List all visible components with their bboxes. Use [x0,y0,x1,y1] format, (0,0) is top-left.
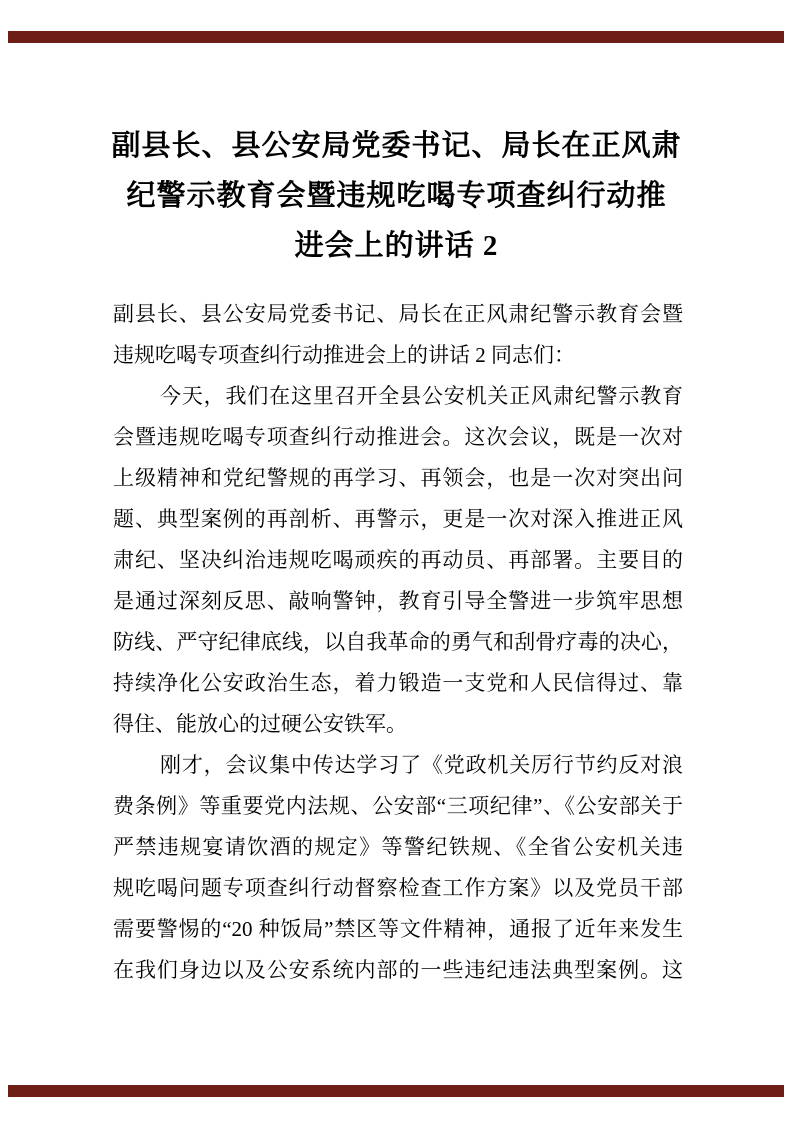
bottom-page-separator-bar [8,1085,784,1097]
body-text-line: 副县长、县公安局党委书记、局长在正风肃纪警示教育会暨 [113,302,683,326]
body-text-line: 肃纪、坚决纠治违规吃喝顽疾的再动员、再部署。主要目的 [113,548,683,572]
title-line: 进会上的讲话 2 [294,230,499,262]
body-text-line: 费条例》等重要党内法规、公安部“三项纪律”、《公安部关于 [113,794,683,818]
body-text-line: 持续净化公安政治生态，着力锻造一支党和人民信得过、靠 [113,671,683,695]
body-text-line: 需要警惕的“20 种饭局”禁区等文件精神，通报了近年来发生 [113,917,683,941]
body-text-line: 是通过深刻反思、敲响警钟，教育引导全警进一步筑牢思想 [113,589,683,613]
body-text-line: 在我们身边以及公安系统内部的一些违纪违法典型案例。这 [113,958,683,982]
title-line: 纪警示教育会暨违规吃喝专项查纠行动推 [126,180,667,212]
body-text-line: 今天，我们在这里召开全县公安机关正风肃纪警示教育 [160,384,683,408]
document-body [113,294,683,991]
body-text-line: 上级精神和党纪警规的再学习、再领会，也是一次对突出问 [113,466,683,490]
body-text-line: 违规吃喝专项查纠行动推进会上的讲话 2 同志们： [113,343,575,367]
body-text-line: 会暨违规吃喝专项查纠行动推进会。这次会议，既是一次对 [113,425,683,449]
body-text-line: 题、典型案例的再剖析、再警示，更是一次对深入推进正风 [113,507,683,531]
top-page-separator-bar [8,31,784,43]
body-text-line: 严禁违规宴请饮酒的规定》等警纪铁规、《全省公安机关违 [113,835,683,859]
body-text-line: 防线、严守纪律底线，以自我革命的勇气和刮骨疗毒的决心， [113,630,683,654]
body-text-line: 规吃喝问题专项查纠行动督察检查工作方案》以及党员干部 [113,876,683,900]
document-title [70,121,723,271]
body-text-line: 刚才，会议集中传达学习了《党政机关厉行节约反对浪 [160,753,683,777]
title-line: 副县长、县公安局党委书记、局长在正风肃 [111,130,682,162]
body-text-line: 得住、能放心的过硬公安铁军。 [113,712,407,736]
